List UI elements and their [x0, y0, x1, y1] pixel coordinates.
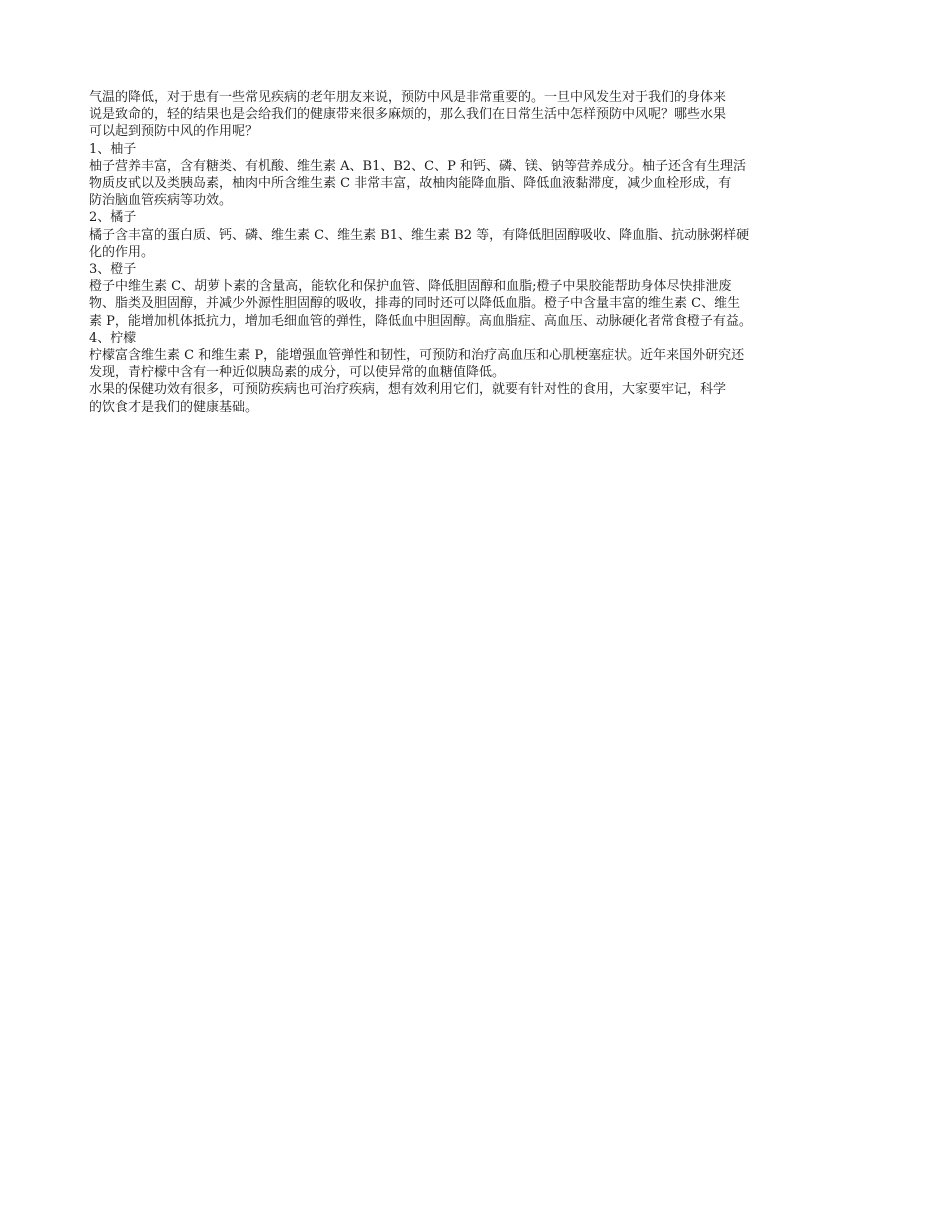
section-lemon: [89, 330, 861, 382]
section-tangerine: [89, 209, 861, 261]
section-heading: 2、橘子: [89, 210, 137, 226]
section-text-line: 柚子营养丰富，含有糖类、有机酸、维生素 A、B1、B2、C、P 和钙、磷、镁、钠等营养成分。柚子还含有生理活: [89, 158, 746, 174]
section-text-line: 橙子中维生素 C、胡萝卜素的含量高，能软化和保护血管、降低胆固醇和血脂;橙子中果胶能帮助身体尽快排泄废: [89, 279, 732, 295]
section-text-line: 化的作用。: [89, 244, 155, 260]
conclusion-line: 水果的保健功效有很多，可预防疾病也可治疗疾病，想有效利用它们，就要有针对性的食用，大家要牢记，科学: [89, 382, 727, 398]
section-pomelo: [89, 141, 861, 210]
section-text-line: 柠檬富含维生素 C 和维生素 P，能增强血管弹性和韧性，可预防和治疗高血压和心肌梗塞症状。近年来国外研究还: [89, 348, 745, 364]
document-body: [89, 89, 861, 416]
section-text-line: 发现，青柠檬中含有一种近似胰岛素的成分，可以使异常的血糖值降低。: [89, 365, 506, 381]
section-orange: [89, 261, 861, 330]
intro-paragraph: [89, 89, 861, 141]
section-heading: 1、柚子: [89, 141, 137, 157]
section-text-line: 防治脑血管疾病等功效。: [89, 193, 233, 209]
section-text-line: 物质皮甙以及类胰岛素，柚肉中所含维生素 C 非常丰富，故柚肉能降血脂、降低血液黏滞度，减少血栓形成，有: [89, 176, 732, 192]
section-text-line: 物、脂类及胆固醇，并减少外源性胆固醇的吸收，排毒的同时还可以降低血脂。橙子中含量丰富的维生素 C、维生: [89, 296, 741, 312]
section-heading: 4、柠檬: [89, 330, 137, 346]
section-heading: 3、橙子: [89, 262, 137, 278]
conclusion-line: 的饮食才是我们的健康基础。: [89, 399, 259, 415]
section-text-line: 橘子含丰富的蛋白质、钙、磷、维生素 C、维生素 B1、维生素 B2 等，有降低胆固醇吸收、降血脂、抗动脉粥样硬: [89, 227, 750, 243]
conclusion-paragraph: [89, 381, 861, 415]
intro-line: 说是致命的，轻的结果也是会给我们的健康带来很多麻烦的，那么我们在日常生活中怎样预防中风呢？哪些水果: [89, 107, 727, 123]
intro-line: 可以起到预防中风的作用呢？: [89, 124, 259, 140]
intro-line: 气温的降低，对于患有一些常见疾病的老年朋友来说，预防中风是非常重要的。一旦中风发生对于我们的身体来: [89, 90, 727, 105]
section-text-line: 素 P，能增加机体抵抗力，增加毛细血管的弹性，降低血中胆固醇。高血脂症、高血压、动脉硬化者常食橙子有益。: [89, 313, 752, 329]
